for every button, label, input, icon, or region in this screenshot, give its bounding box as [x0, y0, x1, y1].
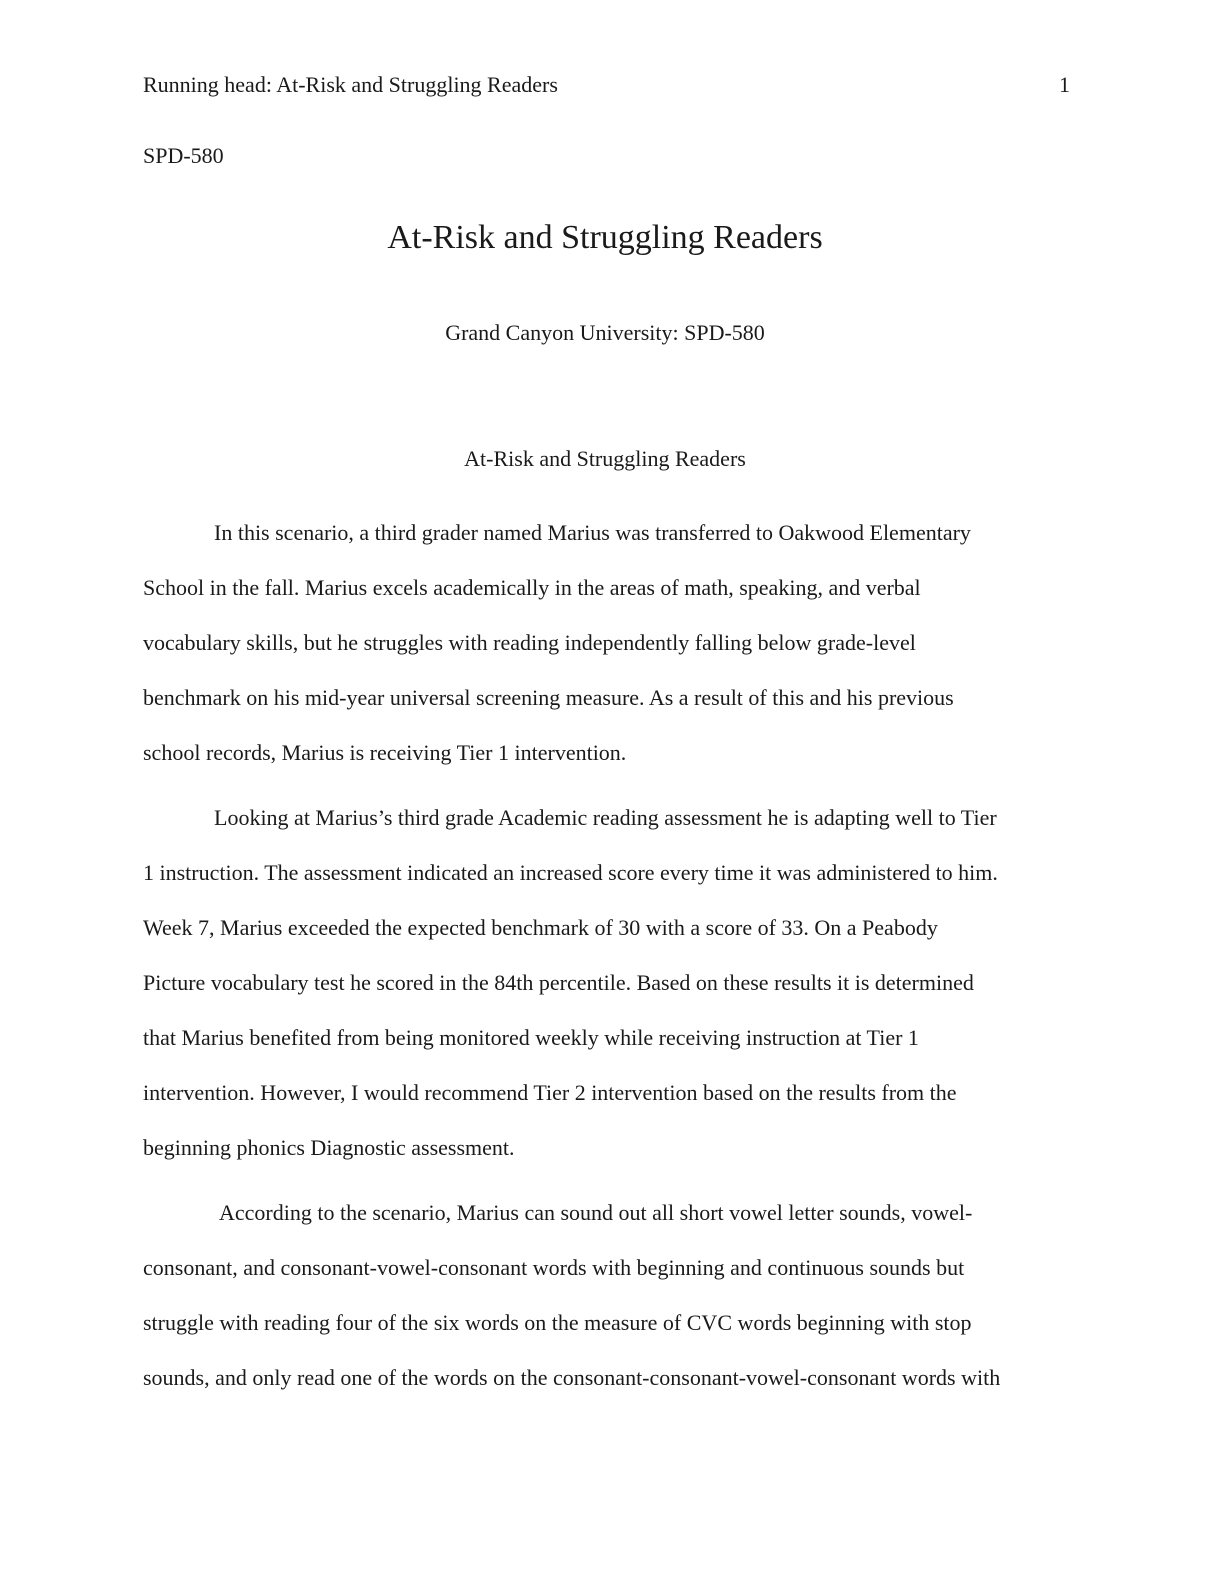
section-heading: At-Risk and Struggling Readers [464, 446, 746, 471]
page-number: 1 [1059, 72, 1070, 97]
paragraph-line: School in the fall. Marius excels academically in the areas of math, speaking, and verbal [143, 575, 921, 600]
paragraph-line: intervention. However, I would recommend Tier 2 intervention based on the results from the [143, 1080, 957, 1105]
paragraph-line: benchmark on his mid-year universal screening measure. As a result of this and his previous [143, 685, 954, 710]
paragraph-line: According to the scenario, Marius can sound out all short vowel letter sounds, vowel- [219, 1200, 973, 1225]
paragraph-line: that Marius benefited from being monitored weekly while receiving instruction at Tier 1 [143, 1025, 919, 1050]
paragraph-line: school records, Marius is receiving Tier 1 intervention. [143, 740, 627, 765]
paragraph-line: struggle with reading four of the six words on the measure of CVC words beginning with stop [143, 1310, 972, 1335]
paragraph-line: beginning phonics Diagnostic assessment. [143, 1135, 515, 1160]
paragraph-line: consonant, and consonant-vowel-consonant words with beginning and continuous sounds but [143, 1255, 965, 1280]
paragraph-line: sounds, and only read one of the words on the consonant-consonant-vowel-consonant words with [143, 1365, 1001, 1390]
paragraph-line: vocabulary skills, but he struggles with reading independently falling below grade-level [143, 630, 916, 655]
paragraph-line: 1 instruction. The assessment indicated an increased score every time it was administered to him. [143, 860, 998, 885]
running-head: Running head: At-Risk and Struggling Readers [143, 72, 558, 97]
page-header [143, 70, 1070, 100]
paragraph-line: Week 7, Marius exceeded the expected benchmark of 30 with a score of 33. On a Peabody [143, 915, 938, 940]
paragraph-line: Picture vocabulary test he scored in the 84th percentile. Based on these results it is determined [143, 970, 974, 995]
course-code: SPD-580 [143, 143, 224, 168]
document-title: At-Risk and Struggling Readers [387, 219, 823, 256]
paragraph-line: In this scenario, a third grader named Marius was transferred to Oakwood Elementary [214, 520, 971, 545]
institution-line: Grand Canyon University: SPD-580 [445, 320, 765, 345]
paragraph-line: Looking at Marius’s third grade Academic reading assessment he is adapting well to Tier [214, 805, 997, 830]
